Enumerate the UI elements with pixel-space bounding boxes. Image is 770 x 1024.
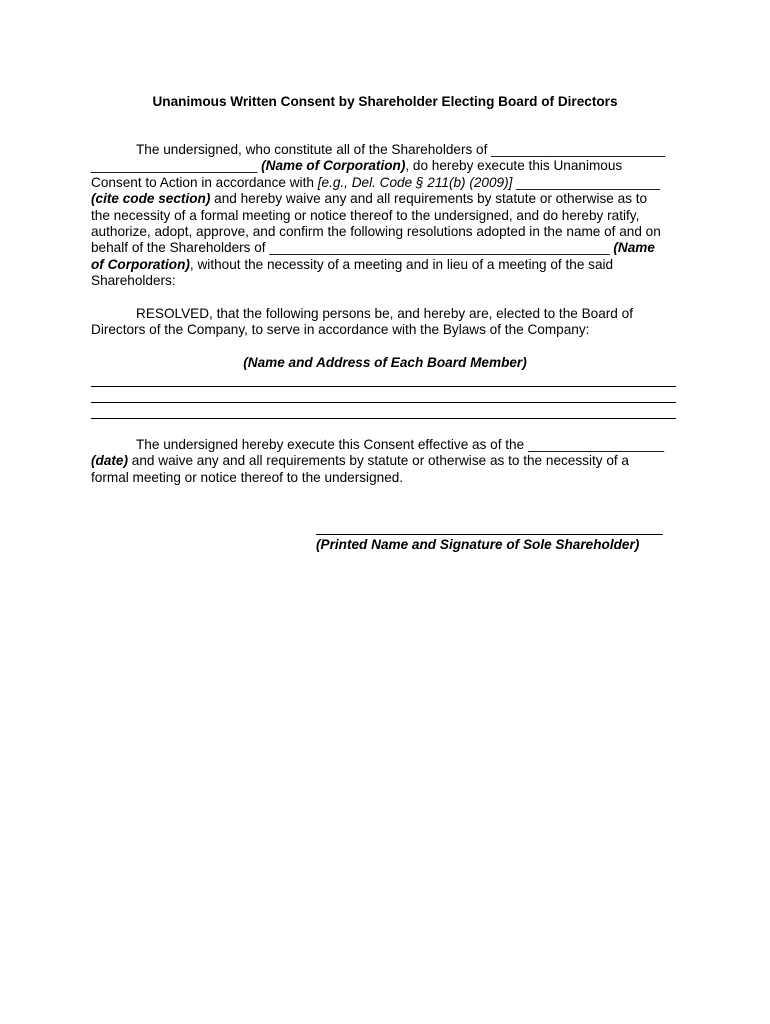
paragraph-effective xyxy=(91,437,681,486)
text-line xyxy=(91,158,681,174)
field-label-date: (date) xyxy=(91,453,129,469)
board-member-line xyxy=(91,386,676,387)
text-line: Directors of the Company, to serve in accordance with the Bylaws of the Company: xyxy=(91,322,590,338)
blank-field-corporation: _______________________ xyxy=(491,142,666,157)
text-line xyxy=(91,437,681,453)
signature-line xyxy=(316,534,663,535)
text-line: authorize, adopt, approve, and confirm the following resolutions adopted in the name of and on xyxy=(91,223,661,239)
text-line xyxy=(91,240,681,256)
signature-caption: (Printed Name and Signature of Sole Shareholder) xyxy=(316,537,640,552)
text-line xyxy=(91,453,681,469)
field-label-cite: (cite code section) xyxy=(91,191,211,207)
board-member-line xyxy=(91,418,676,419)
text-span: and waive any and all requirements by statute or otherwise as to the necessity of a xyxy=(128,453,629,469)
paragraph-consent xyxy=(91,142,681,290)
text-line: formal meeting or notice thereof to the undersigned. xyxy=(91,469,404,485)
text-span: behalf of the Shareholders of xyxy=(91,240,270,256)
document-title: Unanimous Written Consent by Shareholder Electing Board of Directors xyxy=(152,94,618,109)
citation-example: [e.g., Del. Code § 211(b) (2009)] xyxy=(317,174,513,190)
blank-field-corporation-cont: ______________________ xyxy=(91,158,262,174)
text-span: , do hereby execute this Unanimous xyxy=(405,158,623,174)
text-line xyxy=(91,257,681,273)
text-span: and hereby waive any and all requirements by statute or otherwise as to xyxy=(210,191,648,207)
text-span: Consent to Action in accordance with xyxy=(91,174,318,190)
text-line: the necessity of a formal meeting or notice thereof to the undersigned, and do hereby ratify, xyxy=(91,207,640,223)
text-span: The undersigned hereby execute this Consent effective as of the xyxy=(136,437,528,452)
text-line xyxy=(91,142,681,158)
blank-field-cite: ___________________ xyxy=(512,174,660,190)
text-line: Shareholders: xyxy=(91,273,176,289)
blank-field-date: __________________ xyxy=(527,437,665,452)
board-member-heading: (Name and Address of Each Board Member) xyxy=(243,355,527,370)
paragraph-resolved xyxy=(91,306,681,339)
text-line: RESOLVED, that the following persons be, and hereby are, elected to the Board of xyxy=(136,306,633,321)
field-label-corporation-2-cont: of Corporation) xyxy=(91,256,190,272)
text-span: , without the necessity of a meeting and in lieu of a meeting of the said xyxy=(189,256,614,272)
blank-field-corporation-2: _____________________________________________ xyxy=(269,240,614,256)
text-span: The undersigned, who constitute all of the Shareholders of xyxy=(136,142,492,157)
field-label-corporation: (Name of Corporation) xyxy=(261,158,406,174)
board-member-line xyxy=(91,402,676,403)
field-label-corporation-2: (Name xyxy=(613,240,655,256)
text-line xyxy=(91,175,681,191)
text-line xyxy=(91,191,681,207)
